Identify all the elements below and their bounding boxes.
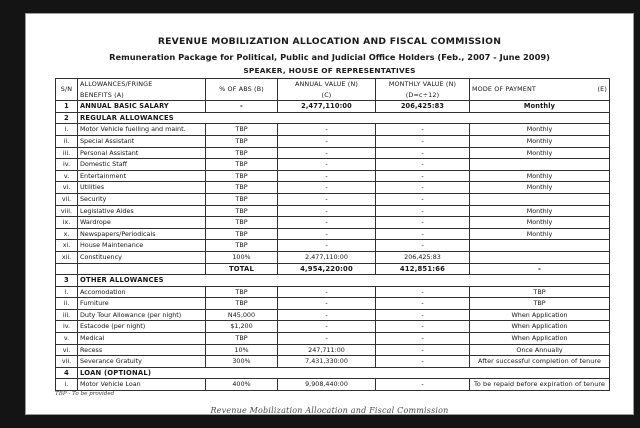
cell-monthly-value: - (376, 170, 470, 182)
cell-annual-value: 4,954,220:00 (278, 263, 376, 275)
table-row (56, 193, 610, 205)
cell-mode-of-payment: When Application (470, 333, 610, 345)
table-row (56, 240, 610, 252)
table-row (56, 344, 610, 356)
cell-sn: xi. (56, 240, 78, 252)
cell-mode-of-payment: To be repaid before expiration of tenure (470, 379, 610, 391)
cell-mode-of-payment (470, 159, 610, 171)
cell-sn: iv. (56, 321, 78, 333)
cell-sn: v. (56, 333, 78, 345)
cell-section-title: LOAN (OPTIONAL) (78, 367, 610, 379)
table-row (56, 159, 610, 171)
tbp-footnote: TBP - To be provided (55, 391, 115, 397)
cell-annual-value: - (278, 333, 376, 345)
table-row (56, 379, 610, 391)
cell-annual-value: - (278, 159, 376, 171)
cell-monthly-value: - (376, 124, 470, 136)
cell-percent: TBP (206, 170, 278, 182)
table-row (56, 333, 610, 345)
cell-item: Newspapers/Periodicals (78, 228, 206, 240)
cell-item: Motor Vehicle fuelling and maint. (78, 124, 206, 136)
cell-item: Security (78, 193, 206, 205)
cell-item (78, 263, 206, 275)
cell-item: Duty Tour Allowance (per night) (78, 309, 206, 321)
table-row (56, 147, 610, 159)
cell-percent: $1,200 (206, 321, 278, 333)
table-row (56, 251, 610, 263)
cell-monthly-value: - (376, 240, 470, 252)
cell-percent: TBP (206, 193, 278, 205)
cell-item: Domestic Staff (78, 159, 206, 171)
cell-percent: TBP (206, 286, 278, 298)
col-header-monthly (376, 79, 470, 101)
cell-sn: vi. (56, 182, 78, 194)
cell-section-title: REGULAR ALLOWANCES (78, 112, 610, 124)
cell-sn: iv. (56, 159, 78, 171)
document-page (26, 14, 633, 414)
table-body (56, 101, 610, 391)
cell-monthly-value: 206,425:83 (376, 251, 470, 263)
cell-mode-of-payment: Monthly (470, 170, 610, 182)
cell-annual-value: - (278, 182, 376, 194)
cell-monthly-value: - (376, 333, 470, 345)
col-header-mode-inner (472, 84, 607, 95)
cell-percent: TBP (206, 159, 278, 171)
cell-annual-value: - (278, 321, 376, 333)
cell-mode-of-payment: Once Annually (470, 344, 610, 356)
cell-mode-of-payment: TBP (470, 286, 610, 298)
cell-mode-of-payment: Monthly (470, 147, 610, 159)
col-header-monthly-line2: (D=c÷12) (405, 90, 440, 99)
cell-item: Severance Gratuity (78, 356, 206, 368)
cell-item: Medical (78, 333, 206, 345)
cell-mode-of-payment: Monthly (470, 217, 610, 229)
cell-sn: xii. (56, 251, 78, 263)
table-row (56, 321, 610, 333)
cell-mode-of-payment: Monthly (470, 124, 610, 136)
col-header-mode-code: (E) (597, 85, 607, 94)
cell-sn: 1 (56, 101, 78, 113)
remuneration-table-wrapper (55, 78, 609, 391)
cell-annual-value: - (278, 135, 376, 147)
cell-percent: 300% (206, 356, 278, 368)
cell-item: House Maintenance (78, 240, 206, 252)
cell-item: Entertainment (78, 170, 206, 182)
cell-item: Recess (78, 344, 206, 356)
cell-annual-value: - (278, 228, 376, 240)
cell-annual-value: 9,908,440:00 (278, 379, 376, 391)
table-row (56, 367, 610, 379)
cell-item: Legislative Aides (78, 205, 206, 217)
cell-mode-of-payment: When Application (470, 309, 610, 321)
table-row (56, 228, 610, 240)
cell-annual-value: 2,477,110:00 (278, 251, 376, 263)
cell-sn: 4 (56, 367, 78, 379)
cell-monthly-value: - (376, 147, 470, 159)
col-header-annual-line2: (C) (321, 90, 332, 99)
cell-percent: TBP (206, 147, 278, 159)
cell-sn (56, 263, 78, 275)
cell-item: ANNUAL BASIC SALARY (78, 101, 206, 113)
cell-sn: iii. (56, 147, 78, 159)
cell-percent: TBP (206, 205, 278, 217)
cell-annual-value: 2,477,110:00 (278, 101, 376, 113)
document-footer-signature: Revenue Mobilization Allocation and Fiscal Commission (210, 406, 449, 414)
cell-monthly-value: - (376, 344, 470, 356)
cell-sn: i. (56, 124, 78, 136)
col-header-item (78, 79, 206, 101)
cell-sn: iii. (56, 309, 78, 321)
table-row (56, 112, 610, 124)
table-row (56, 263, 610, 275)
cell-monthly-value: - (376, 298, 470, 310)
cell-item: Accomodation (78, 286, 206, 298)
col-header-pct: % OF ABS (B) (206, 79, 278, 101)
cell-monthly-value: - (376, 159, 470, 171)
cell-monthly-value: - (376, 193, 470, 205)
table-row (56, 217, 610, 229)
table-head (56, 79, 610, 101)
cell-mode-of-payment: TBP (470, 298, 610, 310)
cell-item: Estacode (per night) (78, 321, 206, 333)
cell-annual-value: - (278, 298, 376, 310)
table-row (56, 182, 610, 194)
cell-sn: vii. (56, 193, 78, 205)
cell-monthly-value: - (376, 135, 470, 147)
cell-monthly-value: - (376, 321, 470, 333)
cell-item: Furniture (78, 298, 206, 310)
cell-item: Constituency (78, 251, 206, 263)
cell-section-title: OTHER ALLOWANCES (78, 275, 610, 287)
cell-item: Personal Assistant (78, 147, 206, 159)
cell-mode-of-payment: Monthly (470, 182, 610, 194)
cell-percent: TBP (206, 135, 278, 147)
cell-mode-of-payment: When Application (470, 321, 610, 333)
table-row (56, 356, 610, 368)
cell-monthly-value: - (376, 286, 470, 298)
cell-annual-value: - (278, 286, 376, 298)
table-row (56, 170, 610, 182)
cell-mode-of-payment: - (470, 263, 610, 275)
cell-percent: N45,000 (206, 309, 278, 321)
cell-percent: TBP (206, 182, 278, 194)
cell-mode-of-payment: After successful completion of tenure (470, 356, 610, 368)
cell-item: Motor Vehicle Loan (78, 379, 206, 391)
cell-percent: TOTAL (206, 263, 278, 275)
cell-percent: 100% (206, 251, 278, 263)
cell-sn: 3 (56, 275, 78, 287)
cell-item: Special Assistant (78, 135, 206, 147)
cell-sn: viii. (56, 205, 78, 217)
cell-monthly-value: - (376, 356, 470, 368)
cell-sn: i. (56, 286, 78, 298)
cell-annual-value: - (278, 217, 376, 229)
col-header-mode (470, 79, 610, 101)
cell-mode-of-payment: Monthly (470, 135, 610, 147)
cell-sn: v. (56, 170, 78, 182)
cell-percent: TBP (206, 333, 278, 345)
col-header-mode-label: MODE OF PAYMENT (472, 85, 536, 94)
cell-percent: 400% (206, 379, 278, 391)
table-row (56, 101, 610, 113)
cell-monthly-value: - (376, 182, 470, 194)
document-office-line: SPEAKER, HOUSE OF REPRESENTATIVES (243, 66, 416, 75)
cell-monthly-value: - (376, 217, 470, 229)
table-row (56, 135, 610, 147)
col-header-sn: S/N (56, 79, 78, 101)
cell-percent: - (206, 101, 278, 113)
cell-annual-value: 7,431,330:00 (278, 356, 376, 368)
cell-mode-of-payment: Monthly (470, 101, 610, 113)
cell-percent: TBP (206, 228, 278, 240)
cell-mode-of-payment: Monthly (470, 205, 610, 217)
col-header-item-line1: ALLOWANCES/FRINGE (80, 80, 153, 88)
table-row (56, 205, 610, 217)
table-header-row (56, 79, 610, 101)
cell-annual-value: - (278, 309, 376, 321)
cell-monthly-value: - (376, 228, 470, 240)
cell-annual-value: - (278, 147, 376, 159)
cell-annual-value: - (278, 205, 376, 217)
cell-mode-of-payment (470, 240, 610, 252)
col-header-annual (278, 79, 376, 101)
cell-mode-of-payment: Monthly (470, 228, 610, 240)
col-header-annual-line1: ANNUAL VALUE (N) (294, 80, 359, 88)
cell-sn: vii. (56, 356, 78, 368)
cell-monthly-value: - (376, 205, 470, 217)
cell-percent: TBP (206, 240, 278, 252)
col-header-item-line2: BENEFITS (A) (80, 90, 124, 99)
cell-monthly-value: - (376, 309, 470, 321)
cell-sn: 2 (56, 112, 78, 124)
cell-annual-value: - (278, 193, 376, 205)
cell-item: Wardrope (78, 217, 206, 229)
cell-sn: i. (56, 379, 78, 391)
cell-percent: 10% (206, 344, 278, 356)
cell-mode-of-payment (470, 251, 610, 263)
cell-sn: vi. (56, 344, 78, 356)
col-header-monthly-line1: MONTHLY VALUE (N) (388, 80, 457, 88)
document-subtitle: Remuneration Package for Political, Public and Judicial Office Holders (Feb., 2007 - June 2009) (109, 52, 550, 62)
cell-sn: x. (56, 228, 78, 240)
cell-percent: TBP (206, 217, 278, 229)
cell-item: Utilities (78, 182, 206, 194)
cell-percent: TBP (206, 124, 278, 136)
cell-sn: ii. (56, 135, 78, 147)
table-row (56, 309, 610, 321)
cell-monthly-value: 206,425:83 (376, 101, 470, 113)
remuneration-table (55, 78, 610, 391)
table-row (56, 286, 610, 298)
cell-annual-value: - (278, 124, 376, 136)
page-title: REVENUE MOBILIZATION ALLOCATION AND FISCAL COMMISSION (157, 36, 502, 47)
table-row (56, 275, 610, 287)
cell-annual-value: - (278, 240, 376, 252)
cell-percent: TBP (206, 298, 278, 310)
cell-monthly-value: 412,851:66 (376, 263, 470, 275)
cell-mode-of-payment (470, 193, 610, 205)
table-row (56, 298, 610, 310)
document-header (26, 36, 633, 76)
cell-sn: ii. (56, 298, 78, 310)
cell-annual-value: - (278, 170, 376, 182)
cell-monthly-value: - (376, 379, 470, 391)
cell-sn: ix. (56, 217, 78, 229)
table-row (56, 124, 610, 136)
cell-annual-value: 247,711:00 (278, 344, 376, 356)
